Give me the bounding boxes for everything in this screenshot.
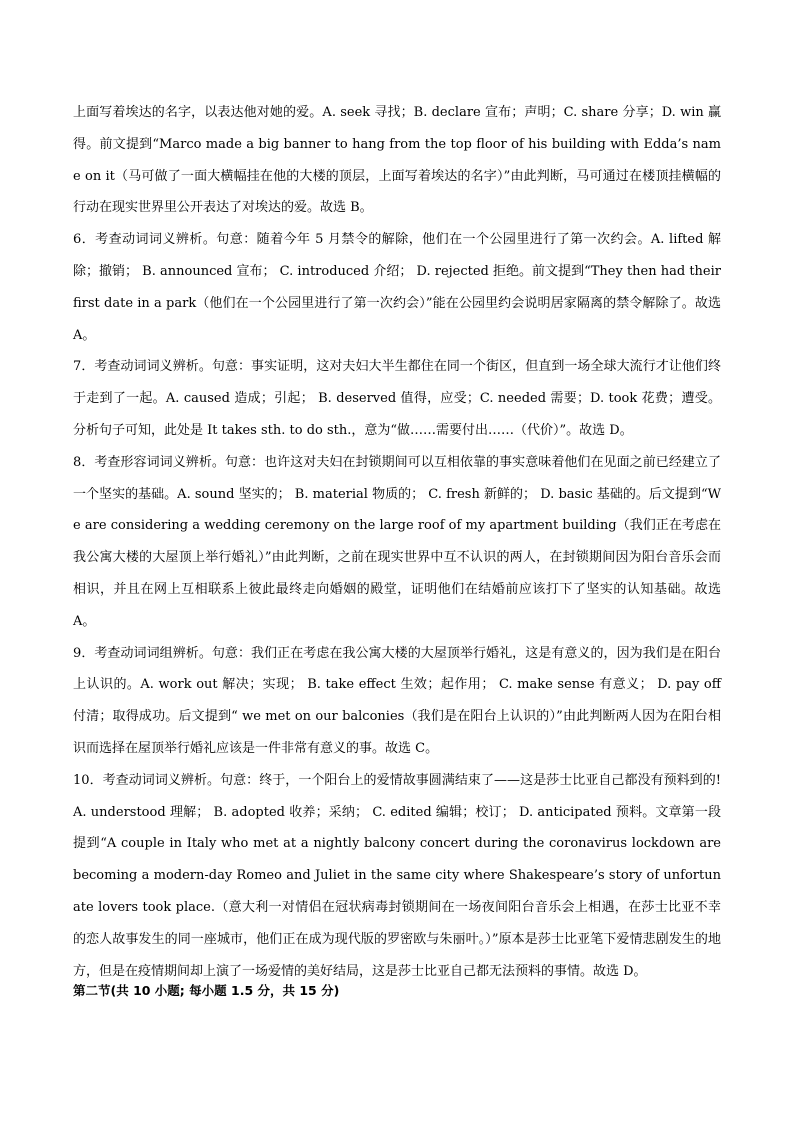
answer-explanations <box>73 97 721 987</box>
explanation-6: 6．考查动词词义辨析。句意：随着今年 5 月禁令的解除，他们在一个公园里进行了第一次约会。A. lifted 解除；撤销； B. announced 宣布； C. introduced 介绍； D. rejected 拒绝。前文提到“They then had their first date in a park（他们在一个公园里进行了第一次约会）”能在公园里约会说明居家隔离的禁令解除了。故选 A。 <box>73 232 721 343</box>
explanation-9: 9．考查动词词组辨析。句意：我们正在考虑在我公寓大楼的大屋顶举行婚礼，这是有意义的，因为我们是在阳台上认识的。A. work out 解决；实现； B. take effect 生效；起作用； C. make sense 有意义； D. pay off 付清；取得成功。后文提到“ we met on our balconies（我们是在阳台上认识的）”由此判断两人因为在阳台相识而选择在屋顶举行婚礼应该是一件非常有意义的事。故选 C。 <box>73 645 721 756</box>
section-heading: 第二节(共 10 小题; 每小题 1.5 分，共 15 分) <box>73 983 340 998</box>
explanation-7: 7．考查动词词义辨析。句意：事实证明，这对夫妇大半生都住在同一个街区，但直到一场全球大流行才让他们终于走到了一起。A. caused 造成；引起； B. deserved 值得，应受；C. needed 需要；D. took 花费；遭受。分析句子可知，此处是 It takes sth. to do sth.，意为“做……需要付出……（代价）”。故选 D。 <box>73 359 721 438</box>
explanation-5-continued: 上面写着埃达的名字，以表达他对她的爱。A. seek 寻找；B. declare 宣布；声明；C. share 分享；D. win 赢得。前文提到“Marco made a big banner to hang from the top floor of his building with Edda’s name on it（马可做了一面大横幅挂在他的大楼的顶层，上面写着埃达的名字）”由此判断，马可通过在楼顶挂横幅的行动在现实世界里公开表达了对埃达的爱。故选 B。 <box>73 105 721 216</box>
explanation-10: 10．考查动词词义辨析。句意：终于，一个阳台上的爱情故事圆满结束了——这是莎士比亚自己都没有预料到的!A. understood 理解； B. adopted 收养；采纳； C. edited 编辑；校订； D. anticipated 预料。文章第一段提到“A couple in Italy who met at a nightly balcony concert during the coronavirus lockdown are becoming a modern-day Romeo and Juliet in the same city where Shakespeare’s story of unfortunate lovers took place.（意大利一对情侣在冠状病毒封锁期间在一场夜间阳台音乐会上相遇，在莎士比亚不幸的恋人故事发生的同一座城市，他们正在成为现代版的罗密欧与朱丽叶。）”原本是莎士比亚笔下爱情悲剧发生的地方，但是在疫情期间却上演了一场爱情的美好结局，这是莎士比亚自己都无法预料的事情。故选 D。 <box>73 772 721 979</box>
explanation-8: 8．考查形容词词义辨析。句意：也许这对夫妇在封锁期间可以互相依靠的事实意味着他们在见面之前已经建立了一个坚实的基础。A. sound 坚实的； B. material 物质的； C. fresh 新鲜的； D. basic 基础的。后文提到“We are considering a wedding ceremony on the large roof of my apartment building（我们正在考虑在我公寓大楼的大屋顶上举行婚礼）”由此判断，之前在现实世界中互不认识的两人，在封锁期间因为阳台音乐会而相识，并且在网上互相联系上彼此最终走向婚姻的殿堂，证明他们在结婚前应该打下了坚实的认知基础。故选 A。 <box>73 454 721 629</box>
